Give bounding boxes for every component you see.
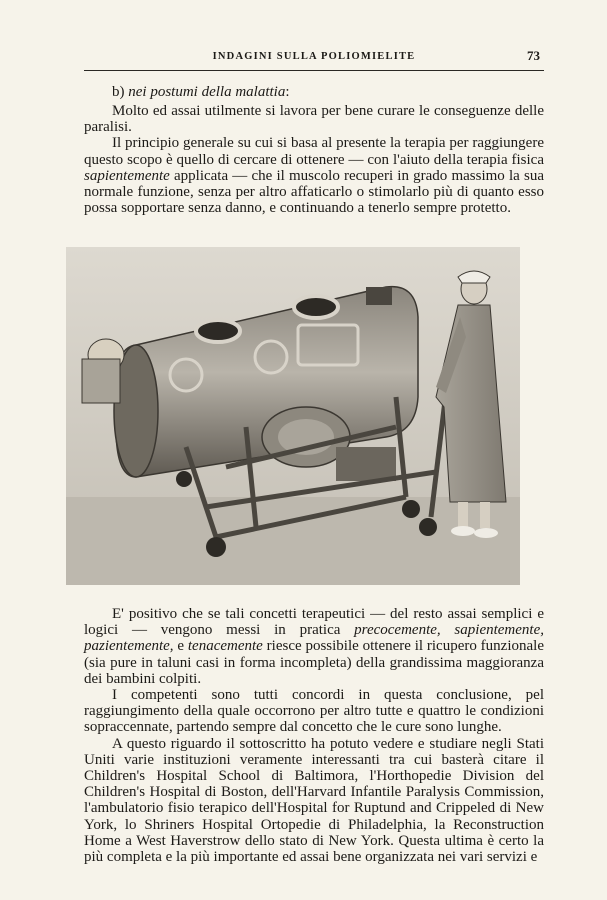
photo-drawing — [66, 247, 520, 585]
text-block-bottom — [84, 606, 544, 865]
page-number: 73 — [527, 48, 540, 63]
running-title: INDAGINI SULLA POLIOMIELITE — [212, 51, 416, 62]
section-heading — [112, 84, 290, 101]
text-run: A questo riguardo il sottoscritto ha potuto vedere e studiare negli Stati Uniti varie instituzioni veramente interessanti tra cui basterà citare il Children's Hospital School di Baltimora, l'Horthopedie Division del Children's Hospital di Boston, dell'Harvard Infantile Paralysis Commission, l'ambulatorio fisio terapico dell'Hospital for Ruptund and Crippeled di New York, lo Shriners Hospital Ortopedie di Philadelphia, la Reconstruction Home a West Haverstrow dello stato di New York. Questa ultima è certo la più completa e la più importante ed assai bene organizzata nei vari servizi e — [84, 735, 544, 866]
text-run: Molto ed assai utilmente si lavora per bene curare le conseguenze delle paralisi. — [84, 103, 544, 136]
section-heading-colon: : — [285, 84, 290, 100]
floor — [66, 497, 520, 585]
section-label: b) — [112, 84, 125, 100]
text-run: riesce possibile ottenere il ricupero funzionale (sia pure in taluni casi in forma incompleta) della grandissima maggioranza dei bambini colpiti. — [84, 638, 544, 687]
page-header — [84, 48, 544, 71]
text-run: Il principio generale su cui si basa al presente la terapia per raggiungere questo scopo è quello di cercare di ottenere — con l'aiuto della terapia fisica — [84, 135, 544, 168]
paragraph — [84, 103, 544, 135]
italic-run: sapientemente — [84, 167, 170, 184]
text-run: applicata — che il muscolo recuperi in grado massimo la sua normale funzione, senza per altro affaticarlo o stimolarlo più di quanto esso possa sopportare senza danno, e continuando a tenerlo sempre protetto. — [84, 167, 544, 217]
paragraph — [84, 606, 544, 687]
text-run: I competenti sono tutti concordi in questa conclusione, pel raggiungimento della quale occorrono per altro tutte e quattro le condizioni sopraccennate, partendo sempre dal concetto che le cure sono lunghe. — [84, 687, 544, 736]
italic-run: tenacemente — [187, 638, 263, 655]
paragraph — [84, 135, 544, 216]
text-run: e — [173, 638, 188, 655]
italic-run: precocemente, sapientemente, pazientemente, — [84, 622, 544, 655]
section-heading-text: nei postumi della malattia — [128, 84, 286, 100]
text-block-top — [84, 103, 544, 216]
iron-lung-photograph — [66, 247, 520, 585]
paragraph — [84, 687, 544, 736]
text-run: E' positivo che se tali concetti terapeutici — del resto assai semplici e logici — vengono messi in pratica — [84, 606, 544, 639]
paragraph — [84, 736, 544, 866]
